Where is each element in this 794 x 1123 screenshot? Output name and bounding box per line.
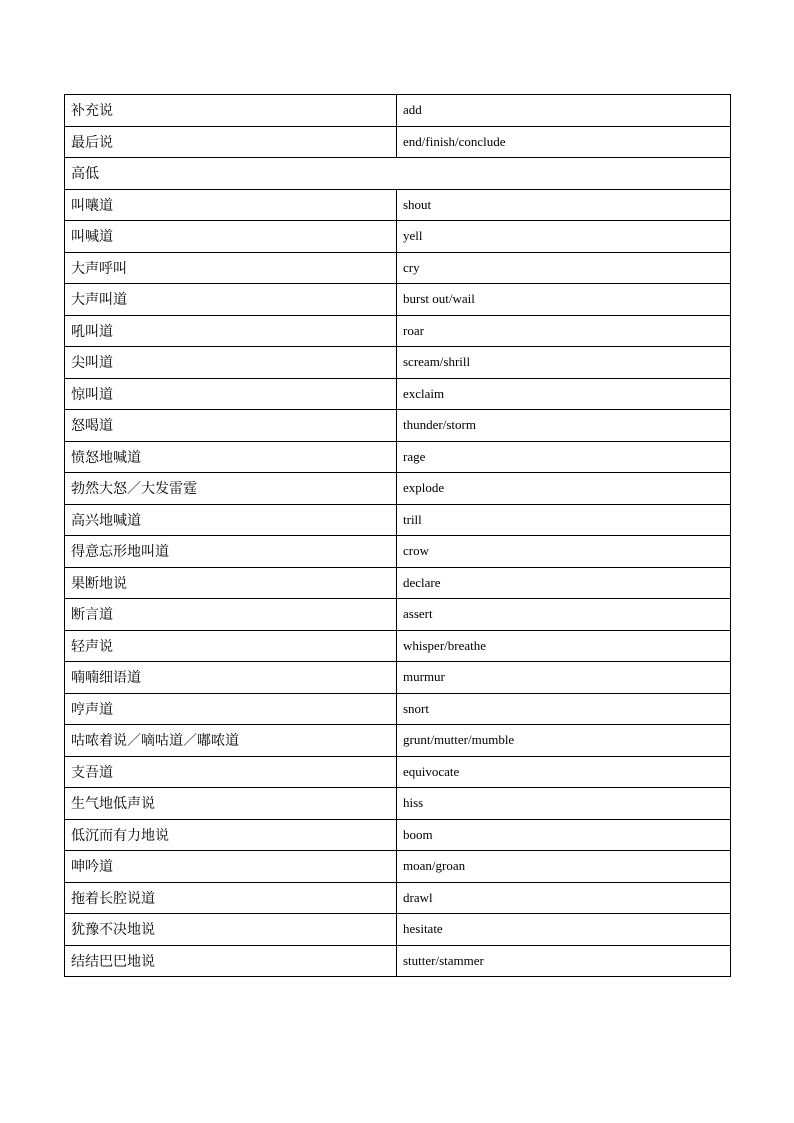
chinese-term-cell: 吼叫道 (65, 315, 397, 347)
chinese-term-cell: 喃喃细语道 (65, 662, 397, 694)
table-row (65, 788, 731, 820)
chinese-term-cell: 结结巴巴地说 (65, 945, 397, 977)
chinese-term-cell: 果断地说 (65, 567, 397, 599)
english-term-cell: moan/groan (397, 851, 731, 883)
table-row (65, 914, 731, 946)
table-row (65, 536, 731, 568)
chinese-term-cell: 低沉而有力地说 (65, 819, 397, 851)
english-term-cell: add (397, 95, 731, 127)
table-row (65, 189, 731, 221)
table-row (65, 347, 731, 379)
chinese-term-cell: 最后说 (65, 126, 397, 158)
table-row (65, 441, 731, 473)
table-row (65, 567, 731, 599)
english-term-cell: declare (397, 567, 731, 599)
table-row (65, 504, 731, 536)
chinese-term-cell: 尖叫道 (65, 347, 397, 379)
table-row (65, 851, 731, 883)
table-row (65, 599, 731, 631)
english-term-cell: boom (397, 819, 731, 851)
english-term-cell: stutter/stammer (397, 945, 731, 977)
english-term-cell: crow (397, 536, 731, 568)
chinese-term-cell: 高兴地喊道 (65, 504, 397, 536)
english-term-cell: scream/shrill (397, 347, 731, 379)
chinese-term-cell: 怒喝道 (65, 410, 397, 442)
chinese-term-cell: 呻吟道 (65, 851, 397, 883)
english-term-cell: thunder/storm (397, 410, 731, 442)
table-row (65, 662, 731, 694)
chinese-term-cell: 叫喊道 (65, 221, 397, 253)
chinese-term-cell: 大声叫道 (65, 284, 397, 316)
vocabulary-table-body (65, 95, 731, 977)
english-term-cell: burst out/wail (397, 284, 731, 316)
table-row (65, 410, 731, 442)
english-term-cell: trill (397, 504, 731, 536)
table-row (65, 378, 731, 410)
table-row (65, 221, 731, 253)
table-row (65, 756, 731, 788)
chinese-term-cell: 轻声说 (65, 630, 397, 662)
table-row (65, 945, 731, 977)
english-term-cell: yell (397, 221, 731, 253)
table-row (65, 630, 731, 662)
english-term-cell: assert (397, 599, 731, 631)
section-header-row (65, 158, 731, 190)
chinese-term-cell: 哼声道 (65, 693, 397, 725)
english-term-cell: roar (397, 315, 731, 347)
table-row (65, 725, 731, 757)
chinese-term-cell: 勃然大怒／大发雷霆 (65, 473, 397, 505)
vocabulary-table (64, 94, 731, 977)
chinese-term-cell: 拖着长腔说道 (65, 882, 397, 914)
english-term-cell: murmur (397, 662, 731, 694)
table-row (65, 473, 731, 505)
chinese-term-cell: 犹豫不决地说 (65, 914, 397, 946)
english-term-cell: explode (397, 473, 731, 505)
chinese-term-cell: 生气地低声说 (65, 788, 397, 820)
table-row (65, 95, 731, 127)
table-row (65, 882, 731, 914)
chinese-term-cell: 补充说 (65, 95, 397, 127)
chinese-term-cell: 惊叫道 (65, 378, 397, 410)
chinese-term-cell: 愤怒地喊道 (65, 441, 397, 473)
table-row (65, 819, 731, 851)
english-term-cell: snort (397, 693, 731, 725)
english-term-cell: whisper/breathe (397, 630, 731, 662)
chinese-term-cell: 得意忘形地叫道 (65, 536, 397, 568)
section-label: 高低 (65, 158, 731, 190)
english-term-cell: equivocate (397, 756, 731, 788)
english-term-cell: hesitate (397, 914, 731, 946)
table-row (65, 284, 731, 316)
chinese-term-cell: 支吾道 (65, 756, 397, 788)
table-row (65, 126, 731, 158)
english-term-cell: drawl (397, 882, 731, 914)
english-term-cell: cry (397, 252, 731, 284)
english-term-cell: grunt/mutter/mumble (397, 725, 731, 757)
chinese-term-cell: 断言道 (65, 599, 397, 631)
chinese-term-cell: 大声呼叫 (65, 252, 397, 284)
english-term-cell: shout (397, 189, 731, 221)
english-term-cell: rage (397, 441, 731, 473)
chinese-term-cell: 叫嚷道 (65, 189, 397, 221)
table-row (65, 693, 731, 725)
english-term-cell: exclaim (397, 378, 731, 410)
english-term-cell: hiss (397, 788, 731, 820)
table-row (65, 252, 731, 284)
table-row (65, 315, 731, 347)
chinese-term-cell: 咕哝着说／嘀咕道／嘟哝道 (65, 725, 397, 757)
english-term-cell: end/finish/conclude (397, 126, 731, 158)
